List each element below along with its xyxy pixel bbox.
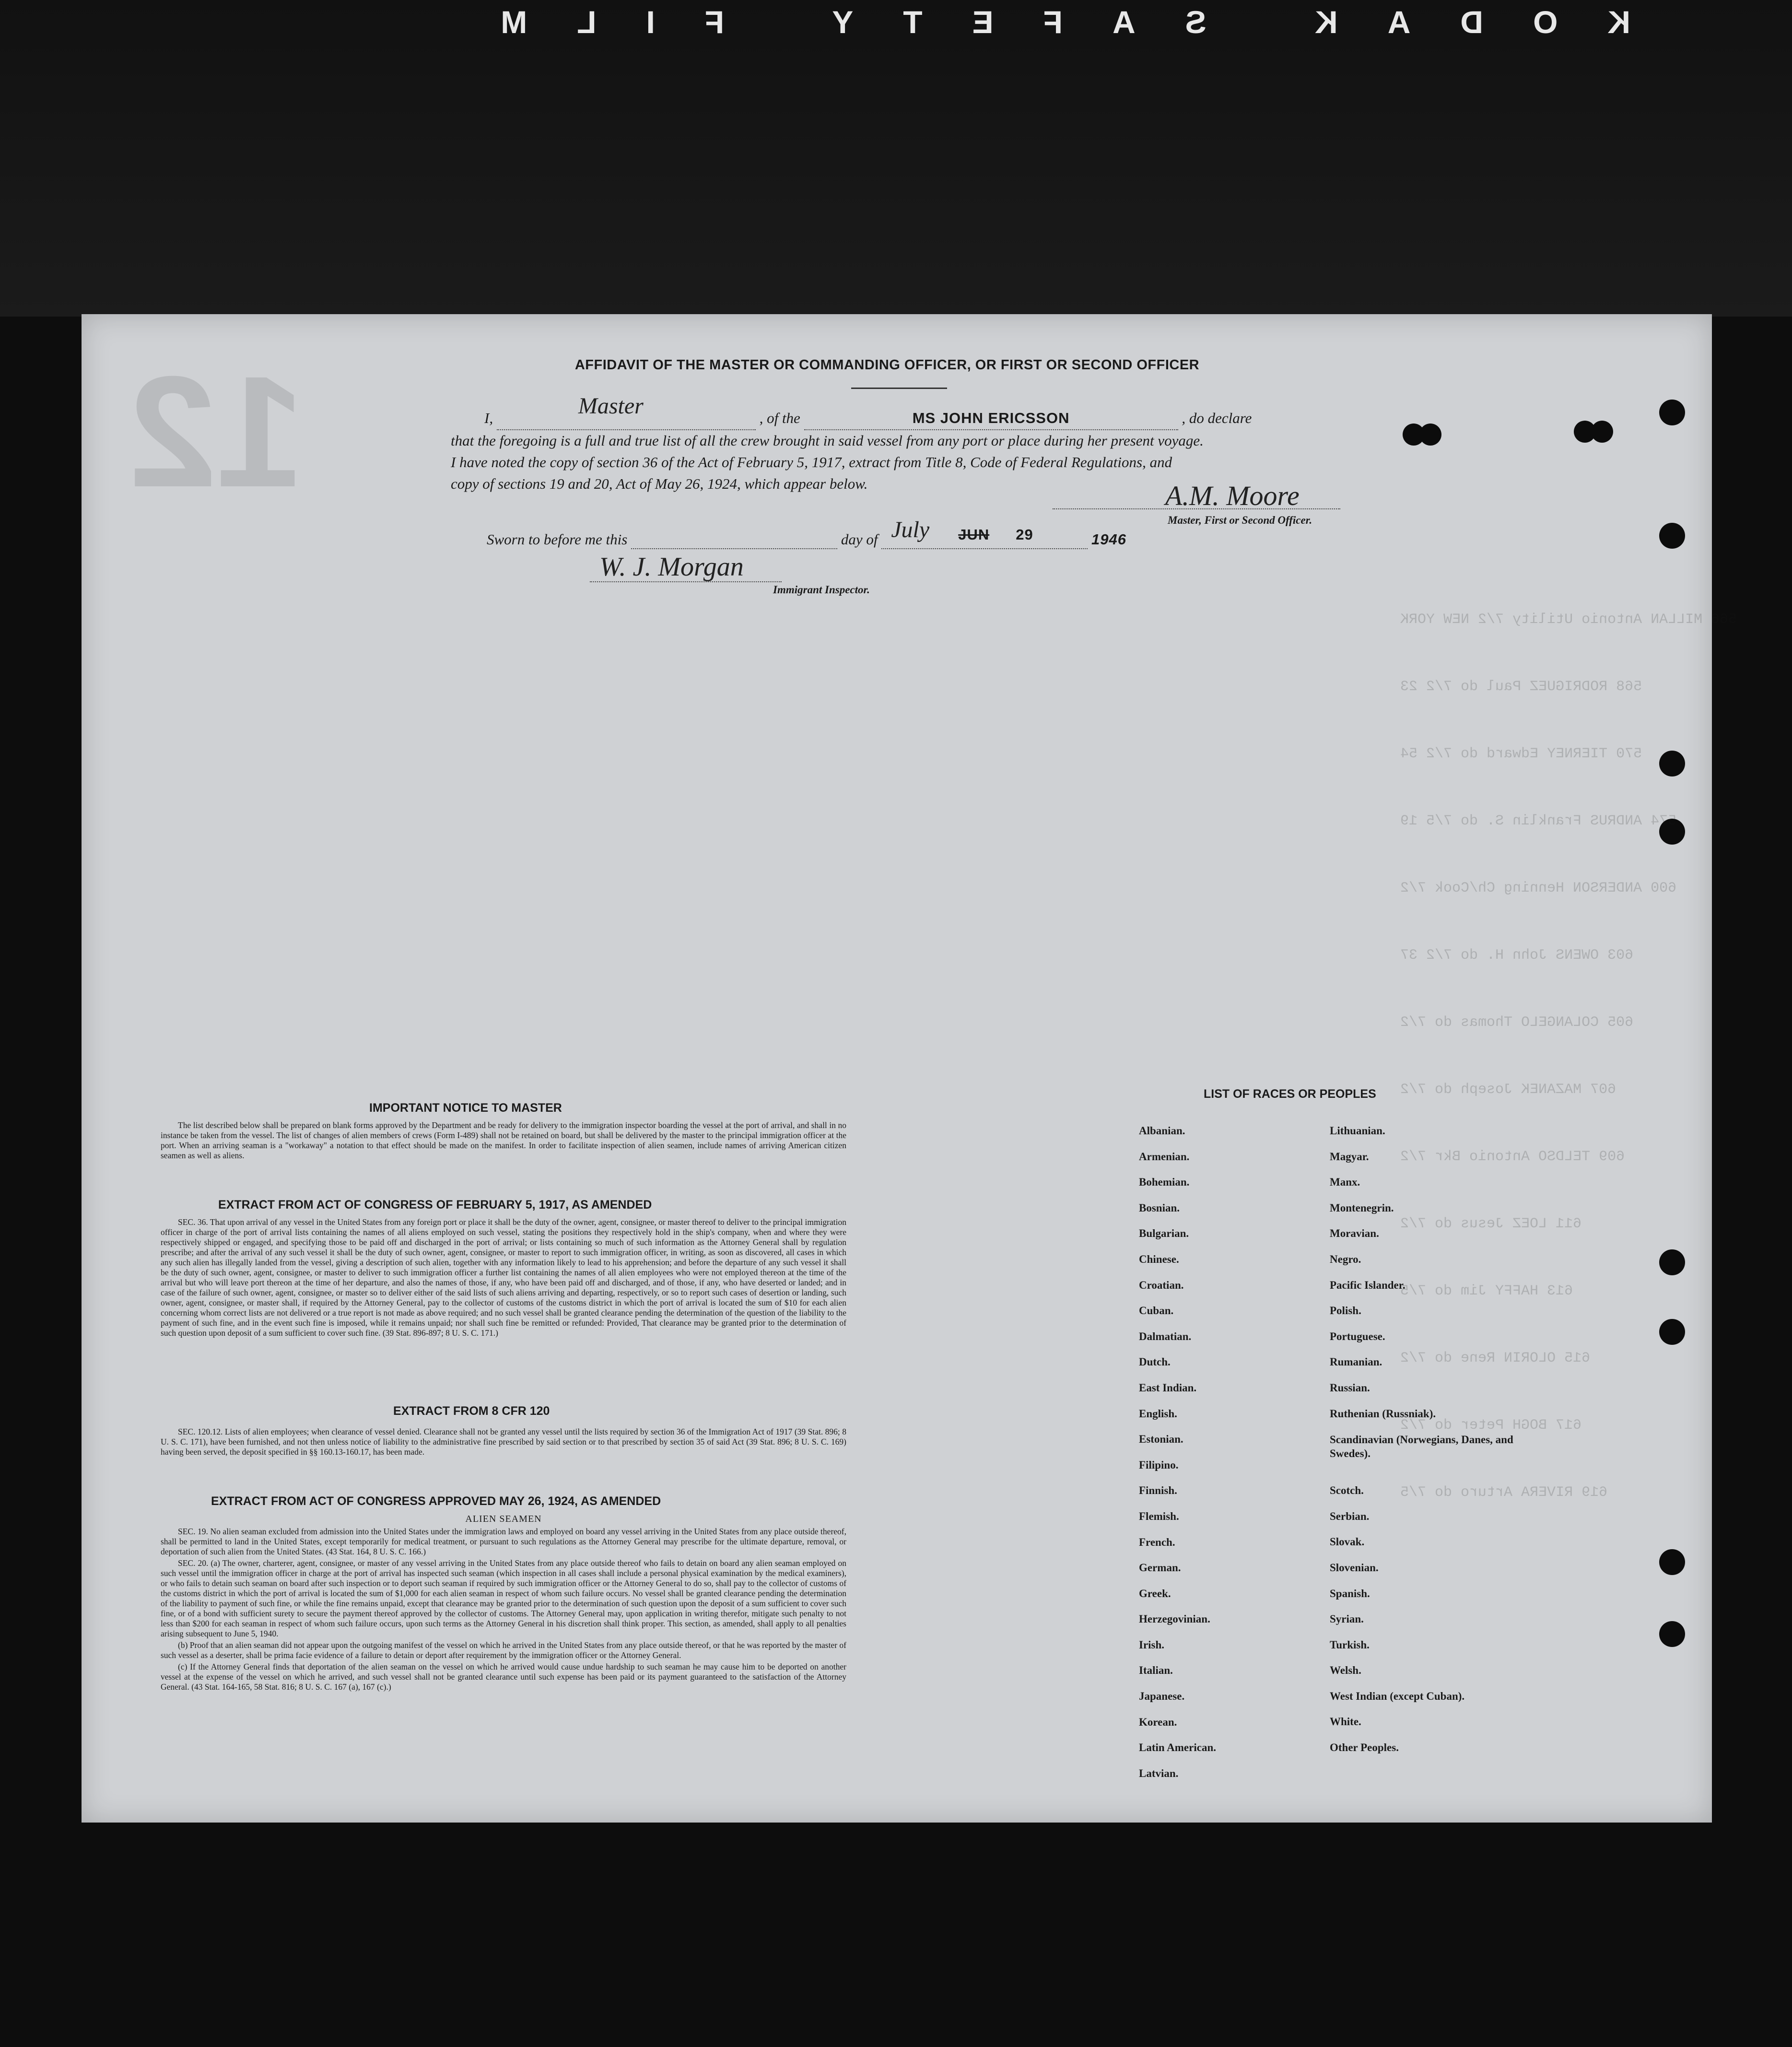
- extract-1924-paragraph: (b) Proof that an alien seaman did not appear upon the outgoing manifest of the vessel on which he arrived in the United States from any place outside thereof, or that he was reported by the master of such vessel as a deserter, shall be prima facie evidence of a failure to detain or deport after requirement by the immigration officer or the Attorney General.: [161, 1640, 846, 1660]
- race-item: Syrian.: [1330, 1613, 1364, 1625]
- notice-paragraph: The list described below shall be prepared on blank forms approved by the Department and be ready for delivery to the immigration inspector boarding the vessel at the port of arrival, and shall in no instance be taken from the vessel. The list of changes of alien members of crews (Form I-489) shall not be retained on board, but shall be delivered by the master to the principal immigration officer at the port. When an arriving seaman is a "workaway" a notation to that effect should be made on the manifest. In order to facilitate inspection of alien seamen, include names of arriving American citizen seamen as well as aliens.: [161, 1120, 846, 1160]
- do-declare-label: , do declare: [1182, 410, 1252, 426]
- race-item: Estonian.: [1139, 1433, 1183, 1446]
- race-item: Spanish.: [1330, 1587, 1370, 1600]
- race-item: Serbian.: [1330, 1510, 1370, 1522]
- extract-1924-paragraph: SEC. 19. No alien seaman excluded from admission into the United States under the immigration laws and employed on board any vessel arriving in the United States from any place outside thereof, shall be permitted to land in the United States, except temporarily for medical treatment, or pursuant to such regulations as the Attorney General may prescribe for the ultimate departure, removal, or deportation of such alien from the United States. (43 Stat. 164, 8 U. S. C. 166.): [161, 1527, 846, 1556]
- declaration-line-3: I have noted the copy of section 36 of the Act of February 5, 1917, extract from Title 8, Code of Federal Regulations, and: [451, 453, 1172, 471]
- extract-cfr-heading: EXTRACT FROM 8 CFR 120: [393, 1404, 550, 1418]
- of-the-label: , of the: [759, 410, 800, 426]
- bleed-through-text: 574 ANDRUS Franklin S. do 7/5 19: [1400, 813, 1677, 829]
- race-item: Armenian.: [1139, 1150, 1190, 1163]
- title-rule: [851, 388, 947, 389]
- punch-hole: [1659, 1249, 1685, 1275]
- race-item: Polish.: [1330, 1305, 1361, 1317]
- bleed-through-text: 613 HAFFY Jim do 7/5: [1400, 1283, 1573, 1299]
- date-field: [881, 517, 1088, 549]
- extract-1917-heading: EXTRACT FROM ACT OF CONGRESS OF FEBRUARY 5, 1917, AS AMENDED: [218, 1198, 652, 1212]
- day-of-label: day of: [841, 531, 878, 548]
- sworn-label: Sworn to before me this: [487, 531, 628, 548]
- frame-number: 12: [129, 343, 305, 520]
- race-item: Russian.: [1330, 1381, 1370, 1394]
- races-column-2: [1330, 1125, 1522, 1767]
- sworn-line: [487, 517, 1126, 549]
- i-label: I,: [484, 410, 493, 426]
- bleed-through-text: 605 COLANGELO Thomas do 7/2: [1400, 1014, 1634, 1031]
- bleed-through-text: 566 MILLAN Antonio Utility 7/2 NEW YORK: [1400, 612, 1737, 628]
- race-item: Turkish.: [1330, 1638, 1370, 1651]
- day-number: 29: [1016, 526, 1033, 543]
- race-item: Chinese.: [1139, 1253, 1179, 1265]
- race-item: French.: [1139, 1536, 1175, 1548]
- bleed-through-text: 609 TELDSO Antonio Bkr 7/2: [1400, 1149, 1625, 1165]
- vessel-name-field: [804, 408, 1178, 430]
- film-edge: [0, 0, 1792, 317]
- bleed-through-text: 570 TIERNEY Edward do 7/2 54: [1400, 746, 1642, 762]
- officer-title-handwritten: Master: [578, 393, 644, 419]
- affidavit-title: AFFIDAVIT OF THE MASTER OR COMMANDING OFFICER, OR FIRST OR SECOND OFFICER: [574, 357, 1200, 373]
- race-item: Herzegovinian.: [1139, 1613, 1210, 1625]
- races-heading: LIST OF RACES OR PEOPLES: [1204, 1087, 1376, 1101]
- race-item: Latin American.: [1139, 1741, 1216, 1754]
- race-item: Latvian.: [1139, 1767, 1179, 1779]
- race-item: Bosnian.: [1139, 1201, 1180, 1214]
- race-item: Slovenian.: [1330, 1561, 1379, 1574]
- race-item: Welsh.: [1330, 1664, 1361, 1677]
- bleed-through-text: 607 MAZANEK Joseph do 7/2: [1400, 1082, 1616, 1098]
- race-item: Dutch.: [1139, 1356, 1171, 1368]
- month-struck: JUN: [958, 526, 990, 543]
- punch-hole: [1659, 751, 1685, 776]
- race-item: Montenegrin.: [1330, 1201, 1394, 1214]
- extract-cfr-body: [161, 1427, 846, 1459]
- punch-hole: [1659, 400, 1685, 425]
- extract-1917-body: [161, 1217, 846, 1340]
- race-item: West Indian (except Cuban).: [1330, 1690, 1465, 1702]
- master-caption: Master, First or Second Officer.: [1168, 514, 1312, 526]
- race-item: Croatian.: [1139, 1279, 1184, 1291]
- race-item: Bulgarian.: [1139, 1227, 1189, 1240]
- notice-heading: IMPORTANT NOTICE TO MASTER: [369, 1101, 562, 1115]
- master-signature-line: [1053, 508, 1340, 509]
- race-item: Moravian.: [1330, 1227, 1379, 1240]
- bleed-through-text: 615 OLORIN Rene do 7/2: [1400, 1350, 1591, 1366]
- inspector-signature-line: [590, 581, 782, 582]
- bleed-through-text: 619 RIVERA Arturo do 7/5: [1400, 1484, 1608, 1501]
- bleed-through-text: 600 ANDERSON Henning Ch/Cook 7/2: [1400, 880, 1677, 896]
- extract-1917-paragraph: SEC. 36. That upon arrival of any vessel in the United States from any foreign port or place it shall be the duty of the owner, agent, consignee, or master thereof to deliver to the principal immigration officer in charge of the port of arrival lists containing the names of all aliens employed on such vessel, stating the positions they respectively hold in the ship's company, when and where they were respectively shipped or engaged, and specifying those to be paid off and discharged in the port of arrival; or lists containing so much of such information as the Attorney General shall by regulation prescribe; and after the arrival of any such vessel it shall be the duty of such owner, agent, consignee, or master to report to such immigration officer, in writing, as soon as discovered, all cases in which any such alien has illegally landed from the vessel, giving a description of such alien, together with any information likely to lead to his apprehension; and before the departure of any such vessel it shall be the duty of such owner, agent, consignee, or master to deliver to such immigration officer a further list containing the names of all alien employees who were not employed thereon at the time of the arrival but who will leave port thereon at the time of her departure, and also the names of those, if any, who have been paid off and discharged, and of those, if any, who have deserted or landed; and in case of the failure of such owner, agent, consignee, or master so to deliver either of the said lists of such aliens arriving and departing, respectively, or so to report such cases of desertion or landing, such owner, agent, consignee, or master shall, if required by the Attorney General, pay to the collector of customs of the customs district in which the port of arrival is located the sum of $10 for each alien concerning whom correct lists are not delivered or a true report is not made as above required; and no such vessel shall be granted clearance pending the determination of the question of the liability to the payment of such fine, and in the event such fine is imposed, while it remains unpaid; nor shall such fine be remitted or refunded: Provided, That clearance may be granted prior to the determination of such question upon deposit of a sum sufficient to cover such fine. (39 Stat. 896-897; 8 U. S. C. 171.): [161, 1217, 846, 1338]
- race-item: Greek.: [1139, 1587, 1171, 1600]
- declaration-line-2: that the foregoing is a full and true list of all the crew brought in said vessel from any port or place during her present voyage.: [451, 432, 1204, 449]
- race-item: Korean.: [1139, 1716, 1177, 1728]
- punch-hole: [1659, 1319, 1685, 1345]
- bleed-through-text: 611 LOEZ Jesus do 7/2: [1400, 1216, 1582, 1232]
- race-item: Rumanian.: [1330, 1356, 1382, 1368]
- extract-1924-paragraph: SEC. 20. (a) The owner, charterer, agent, consignee, or master of any vessel arriving in the United States from any place outside thereof who fails to detain on board any alien seaman employed on such vessel until the immigration officer in charge at the port of arrival has inspected such seaman (which inspection in all cases shall include a personal physical examination by the medical examiners), or who fails to detain such seaman on board after such inspection or to deport such seaman if required by such immigration officer or the Attorney General to do so, shall pay to the collector of customs of the customs district in which the port of arrival is located the sum of $1,000 for each alien seaman in respect of whom such failure occurs. No vessel shall be granted clearance pending the determination of the liability to payment of such fine, or while the fine remains unpaid, except that clearance may be granted prior to the determination of such question upon the deposit of a sum sufficient to cover such fine, or of a bond with sufficient surety to secure the payment thereof approved by the collector of customs. The Attorney General may, upon application in writing therefor, mitigate such penalty to not less than $200 for each seaman in respect of whom such failure occurs, upon such terms as the Attorney General in his discretion shall think proper. This section, as amended, shall apply to all penalties arising subsequent to June 5, 1940.: [161, 1558, 846, 1638]
- race-item: Portuguese.: [1330, 1330, 1385, 1342]
- extract-1924-heading: EXTRACT FROM ACT OF CONGRESS APPROVED MAY 26, 1924, AS AMENDED: [211, 1494, 661, 1508]
- race-item: Scandinavian (Norwegians, Danes, and Swedes).: [1330, 1434, 1513, 1459]
- race-item: Irish.: [1139, 1638, 1165, 1651]
- punch-hole: [1419, 424, 1441, 446]
- inspector-signature: W. J. Morgan: [599, 552, 744, 582]
- race-item: Filipino.: [1139, 1459, 1179, 1471]
- race-item: Finnish.: [1139, 1484, 1177, 1497]
- race-item: Scotch.: [1330, 1484, 1364, 1497]
- bleed-through-text: 568 RODRIGUEZ Paul do 7/2 23: [1400, 679, 1642, 695]
- punch-hole: [1659, 1621, 1685, 1647]
- bleed-through-text: 603 OWENS John H. do 7/2 37: [1400, 947, 1634, 964]
- race-item: Flemish.: [1139, 1510, 1179, 1522]
- race-item: Italian.: [1139, 1664, 1173, 1677]
- officer-title-field: [497, 393, 756, 430]
- race-item: Albanian.: [1139, 1125, 1185, 1137]
- punch-hole: [1591, 421, 1613, 443]
- alien-seamen-subheading: ALIEN SEAMEN: [465, 1514, 542, 1524]
- extract-1924-paragraph: (c) If the Attorney General finds that deportation of the alien seaman on the vessel on which he arrived would cause undue hardship to such seaman he may cause him to be deported on another vessel at the expense of the vessel on which he arrived, and such vessel shall not be granted clearance until such expense has been paid or its payment guaranteed to the satisfaction of the Attorney General. (43 Stat. 164-165, 58 Stat. 816; 8 U. S. C. 167 (a), 167 (c).): [161, 1662, 846, 1692]
- race-item: German.: [1139, 1562, 1181, 1574]
- race-item: Negro.: [1330, 1253, 1361, 1265]
- race-item: Manx.: [1330, 1176, 1360, 1188]
- race-item: White.: [1330, 1716, 1361, 1728]
- inspector-caption: Immigrant Inspector.: [773, 584, 870, 596]
- punch-hole: [1659, 1549, 1685, 1575]
- race-item: Dalmatian.: [1139, 1330, 1192, 1342]
- punch-hole: [1659, 523, 1685, 549]
- race-item: Cuban.: [1139, 1305, 1174, 1317]
- race-item: Japanese.: [1139, 1690, 1185, 1703]
- race-item: Lithuanian.: [1330, 1125, 1385, 1137]
- race-item: Slovak.: [1330, 1536, 1365, 1548]
- race-item: Pacific Islander.: [1330, 1279, 1405, 1291]
- declaration-line-1: [451, 393, 1362, 430]
- race-item: East Indian.: [1139, 1381, 1197, 1394]
- notice-body: [161, 1120, 846, 1162]
- year: 1946: [1091, 531, 1126, 548]
- race-item: Bohemian.: [1139, 1176, 1190, 1188]
- film-banner: KODAK SAFETY FILM: [451, 4, 1630, 40]
- declaration-line-4: copy of sections 19 and 20, Act of May 26, 1924, which appear below.: [451, 475, 868, 492]
- extract-1924-body: [161, 1513, 846, 1694]
- extract-cfr-paragraph: SEC. 120.12. Lists of alien employees; when clearance of vessel denied. Clearance shall not be granted any vessel until the lists required by section 36 of the Immigration Act of 1917 (39 Stat. 896; 8 U. S. C. 171), have been furnished, and not then unless notice of liability to the administrative fine prescribed by said section or to that prescribed by section 35 of said Act (39 Stat. 896; 8 U. S. C. 169) having been served, the deposit specified in §§ 160.13-160.17, has been made.: [161, 1427, 846, 1457]
- month-handwritten: July: [891, 517, 930, 542]
- race-item: Ruthenian (Russniak).: [1330, 1407, 1436, 1420]
- race-item: Magyar.: [1330, 1150, 1369, 1163]
- race-item: Other Peoples.: [1330, 1741, 1399, 1754]
- bleed-through-text: 617 BOGH Peter do 7/2: [1400, 1417, 1582, 1434]
- master-signature: A.M. Moore: [1165, 480, 1300, 511]
- race-item: English.: [1139, 1407, 1177, 1420]
- races-column-1: [1139, 1125, 1216, 1793]
- vessel-name: MS JOHN ERICSSON: [912, 410, 1070, 426]
